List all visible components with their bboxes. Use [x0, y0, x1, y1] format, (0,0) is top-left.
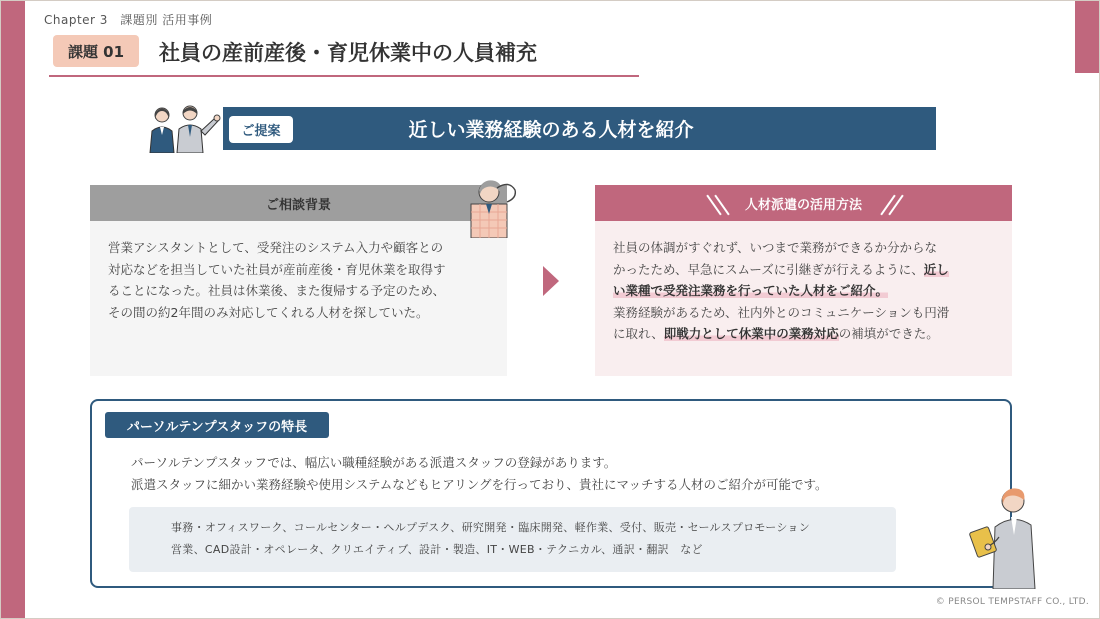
left-accent-bar: [1, 1, 25, 619]
proposal-tag: ご提案: [229, 116, 293, 143]
usage-highlight: 即戦力として休業中の業務対応: [663, 326, 839, 341]
feature-tag: パーソルテンプスタッフの特長: [105, 412, 329, 438]
background-line: 対応などを担当していた社員が産前産後・育児休業を取得す: [108, 261, 446, 277]
issue-badge: 課題 01: [53, 35, 139, 67]
background-line: 営業アシスタントとして、受発注のシステム入力や顧客との: [108, 240, 444, 255]
usage-line: 業務経験があるため、社内外とのコミュニケーションも円滑: [613, 304, 950, 320]
staff-with-clipboard-illustration: [969, 485, 1039, 589]
background-line: ることになった。社員は休業後、また復帰する予定のため、: [108, 283, 446, 298]
usage-heading: 人材派遣の活用方法: [595, 185, 1012, 221]
copyright: © PERSOL TEMPSTAFF CO., LTD.: [935, 597, 1089, 607]
business-people-illustration: [144, 101, 224, 153]
job-categories-line: 事務・オフィスワーク、コールセンター・ヘルプデスク、研究開発・臨床開発、軽作業、受付、販売・セールスプロモーション: [171, 521, 811, 534]
usage-highlight: 近し: [923, 261, 949, 277]
right-arrow-icon: [543, 266, 559, 296]
title-underline: [49, 75, 639, 77]
job-categories-line: 営業、CAD設計・オペレータ、クリエイティブ、設計・製造、IT・WEB・テクニカル、通訳・翻訳 など: [171, 543, 703, 556]
feature-line: 派遣スタッフに細かい業務経験や使用システムなどもヒアリングを行っており、貴社にマッチする人材のご紹介が可能です。: [131, 477, 828, 492]
usage-text-plain: の補填ができた。: [838, 326, 939, 341]
usage-line: [613, 280, 998, 302]
feature-line: パーソルテンプスタッフでは、幅広い職種経験がある派遣スタッフの登録があります。: [131, 455, 617, 470]
background-line: その間の約2年間のみ対応してくれる人材を探していた。: [108, 304, 429, 320]
usage-line: [613, 259, 998, 281]
usage-text-plain: かったため、早急にスムーズに引継ぎが行えるように、: [613, 261, 924, 277]
right-accent-bar: [1075, 1, 1099, 73]
usage-line: [613, 323, 998, 345]
usage-highlight: い業種で受発注業務を行っていた人材をご紹介。: [613, 283, 889, 298]
feature-text: [131, 452, 931, 496]
usage-line: 社員の体調がすぐれず、いつまで業務ができるか分からな: [613, 240, 938, 255]
usage-text: [613, 237, 998, 345]
background-text: [108, 237, 493, 323]
chapter-label: Chapter 3 課題別 活用事例: [44, 13, 213, 27]
proposal-text: 近しい業務経験のある人材を紹介: [408, 119, 694, 141]
page-title: 社員の産前産後・育児休業中の人員補充: [159, 41, 537, 65]
usage-text-plain: に取れ、: [613, 326, 664, 341]
background-heading: ご相談背景: [90, 185, 507, 221]
thinking-person-illustration: [459, 176, 525, 238]
job-categories-text: [171, 517, 891, 561]
